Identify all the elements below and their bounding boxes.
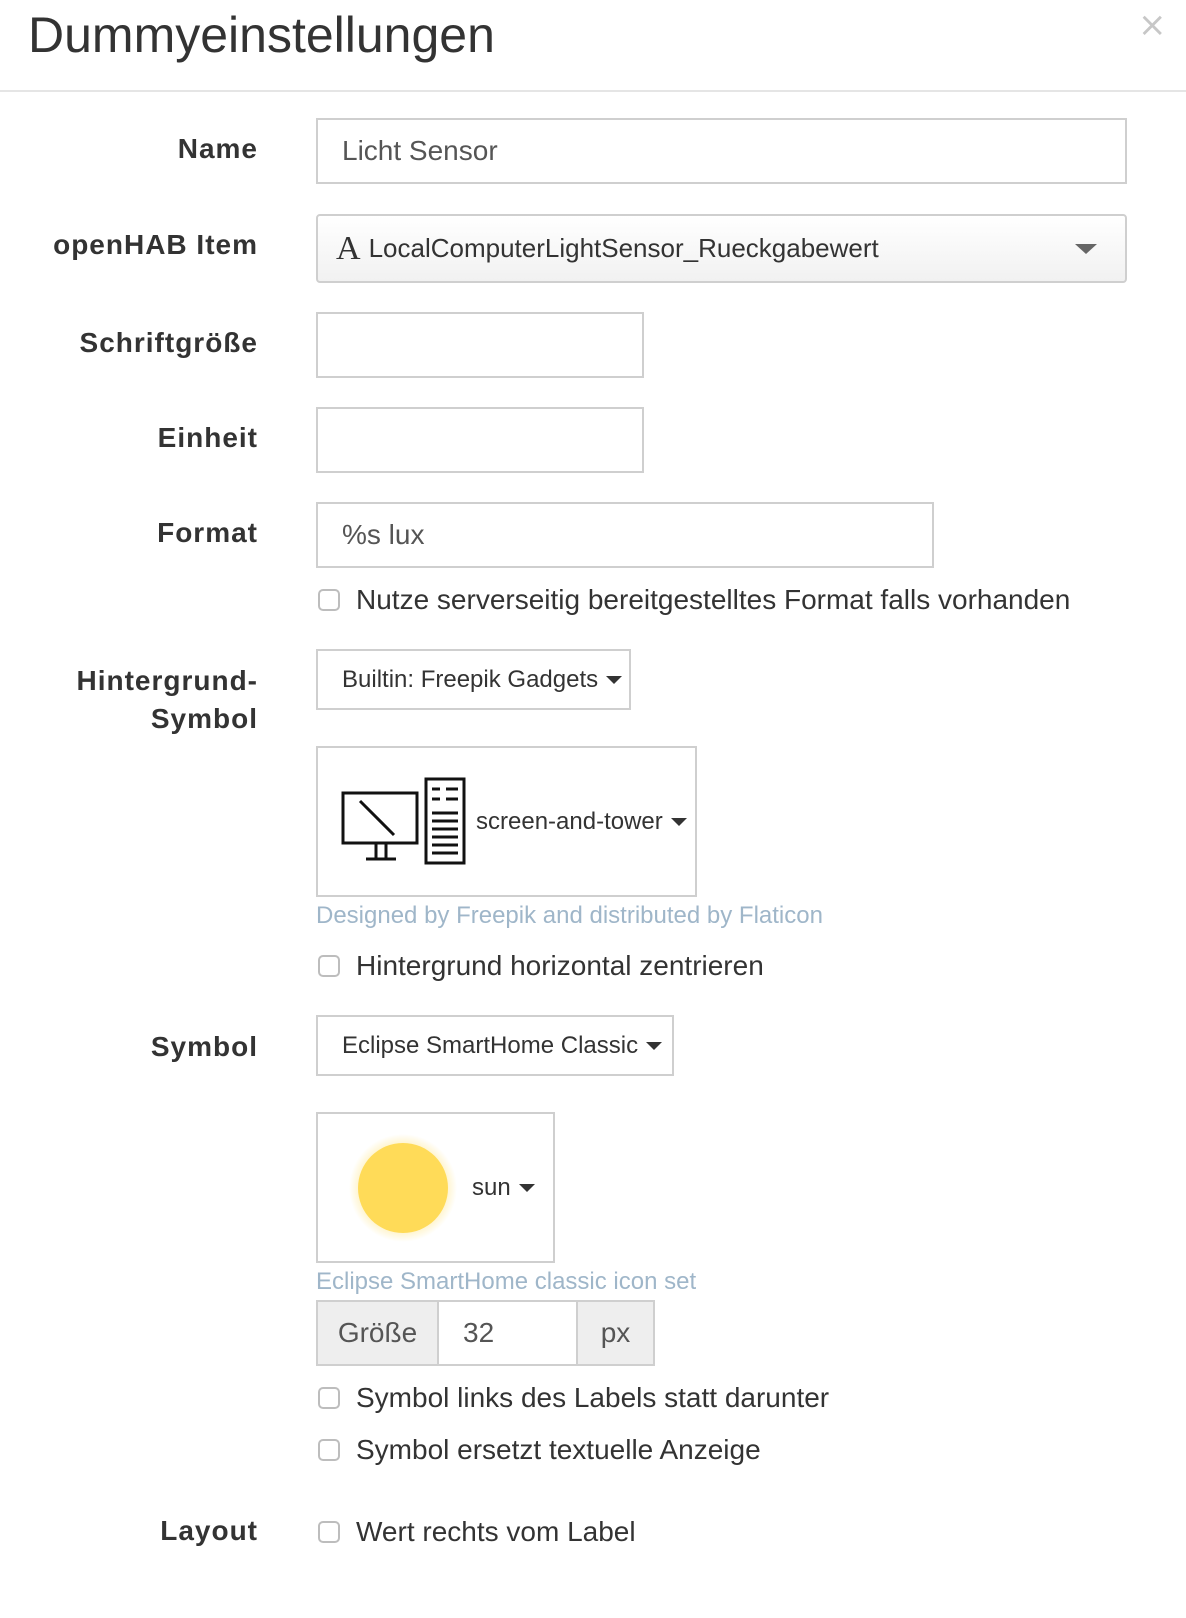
center-background-row[interactable] [318, 950, 764, 982]
server-format-checkbox[interactable] [318, 589, 340, 611]
symbol-icon-picker[interactable] [316, 1112, 555, 1263]
screen-and-tower-icon [340, 777, 472, 867]
symbol-left-label: Symbol links des Labels statt darunter [356, 1382, 830, 1413]
center-background-label: Hintergrund horizontal zentrieren [356, 950, 764, 981]
chevron-down-icon [1075, 244, 1097, 254]
server-format-label: Nutze serverseitig bereitgestelltes Format falls vorhanden [356, 584, 1071, 615]
symbol-replaces-label: Symbol ersetzt textuelle Anzeige [356, 1434, 761, 1465]
size-label-addon: Größe [316, 1300, 439, 1366]
caret-down-icon [519, 1184, 535, 1192]
background-iconset-dropdown[interactable] [316, 649, 631, 710]
openhab-item-select[interactable] [316, 214, 1127, 283]
symbol-iconset-dropdown[interactable] [316, 1015, 674, 1076]
size-unit-addon: px [576, 1300, 655, 1366]
symbol-iconset-label: Eclipse SmartHome Classic [342, 1031, 639, 1059]
font-size-label: Schriftgröße [79, 327, 258, 358]
name-input[interactable] [316, 118, 1127, 184]
background-iconset-label: Builtin: Freepik Gadgets [342, 665, 599, 693]
server-format-row[interactable] [318, 584, 1070, 616]
background-symbol-label-line1: Hintergrund- [76, 665, 258, 696]
symbol-replaces-checkbox[interactable] [318, 1439, 340, 1461]
format-input[interactable] [316, 502, 934, 568]
format-value: %s lux [342, 519, 425, 550]
caret-down-icon [606, 676, 622, 684]
center-background-checkbox[interactable] [318, 955, 340, 977]
symbol-label: Symbol [150, 1031, 258, 1062]
modal-title: Dummyeinstellungen [28, 7, 495, 63]
sun-icon [348, 1133, 458, 1243]
symbol-icon-name: sun [472, 1173, 511, 1201]
close-button[interactable]: × [1138, 5, 1167, 45]
background-icon-name: screen-and-tower [476, 807, 663, 835]
openhab-item-value: LocalComputerLightSensor_Rueckgabewert [368, 233, 879, 263]
symbol-credit-text: Eclipse SmartHome classic icon set [316, 1268, 697, 1295]
format-label: Format [157, 517, 258, 548]
symbol-size-group [316, 1300, 655, 1366]
openhab-item-label: openHAB Item [53, 229, 258, 260]
background-icon-picker[interactable] [316, 746, 697, 897]
value-right-checkbox[interactable] [318, 1521, 340, 1543]
background-symbol-label [76, 662, 258, 738]
value-right-row[interactable] [318, 1516, 636, 1548]
unit-label: Einheit [157, 422, 258, 453]
string-type-icon: A [336, 229, 361, 267]
font-size-input[interactable] [316, 312, 644, 378]
modal-header [0, 0, 1186, 92]
background-symbol-label-line2: Symbol [150, 703, 258, 734]
name-label: Name [177, 133, 258, 164]
value-right-label: Wert rechts vom Label [356, 1516, 636, 1547]
caret-down-icon [646, 1042, 662, 1050]
layout-label: Layout [160, 1515, 258, 1546]
symbol-replaces-row[interactable] [318, 1434, 761, 1466]
caret-down-icon [671, 818, 687, 826]
symbol-size-value: 32 [463, 1317, 495, 1348]
symbol-size-input[interactable] [439, 1300, 576, 1366]
symbol-left-checkbox[interactable] [318, 1387, 340, 1409]
unit-input[interactable] [316, 407, 644, 473]
name-input-value: Licht Sensor [342, 135, 498, 166]
background-credit-text: Designed by Freepik and distributed by Flaticon [316, 902, 823, 929]
symbol-left-row[interactable] [318, 1382, 829, 1414]
